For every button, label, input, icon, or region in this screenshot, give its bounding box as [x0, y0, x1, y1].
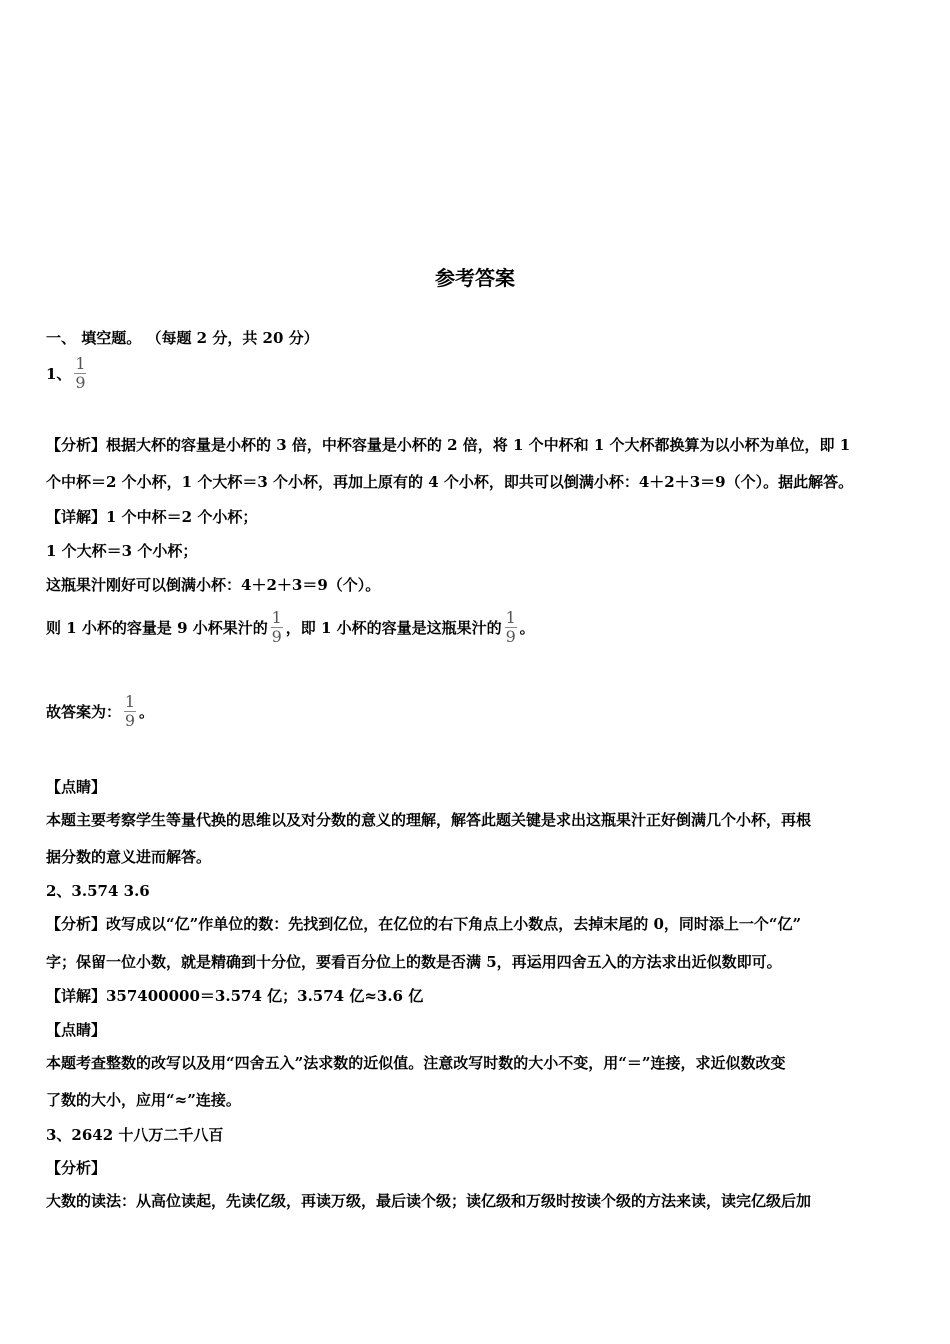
q2-point-heading: 【点睛】 [46, 1021, 107, 1039]
q2-answer-line: 2、3.574 3.6 [46, 882, 150, 900]
section-heading: 一、 填空题。 （每题 2 分，共 20 分） [46, 329, 319, 347]
q3-analysis-heading: 【分析】 [46, 1159, 107, 1177]
fraction-one-ninth: $\frac{1}{9}$ [505, 608, 516, 646]
q1-answer-line [46, 355, 89, 392]
q2-analysis-line2: 字；保留一位小数，就是精确到十分位，要看百分位上的数是否满 5，再运用四舍五入的方法求出近似数即可。 [46, 953, 782, 971]
q1-detail-line1: 【详解】1 个中杯＝2 个小杯； [46, 508, 258, 526]
q3-analysis-line1: 大数的读法：从高位读起，先读亿级，再读万级，最后读个级；读亿级和万级时按读个级的方法来读，读完亿级后加 [46, 1192, 812, 1210]
q2-point-line1: 本题考查整数的改写以及用“四舍五入”法求数的近似值。注意改写时数的大小不变，用“＝”连接，求近似数改变 [46, 1054, 786, 1072]
q2-point-line2: 了数的大小，应用“≈”连接。 [46, 1091, 241, 1109]
q3-answer-line: 3、2642 十八万二千八百 [46, 1126, 224, 1144]
q1-point-line1: 本题主要考察学生等量代换的思维以及对分数的意义的理解，解答此题关键是求出这瓶果汁正好倒满几个小杯，再根 [46, 811, 812, 829]
page-title: 参考答案 [435, 266, 515, 290]
q1-final-answer: 故答案为： $\frac{1}{9}$ 。 [46, 692, 155, 730]
q1-analysis-line1: 【分析】根据大杯的容量是小杯的 3 倍，中杯容量是小杯的 2 倍，将 1 个中杯和 1 个大杯都换算为以小杯为单位，即 1 [46, 436, 851, 454]
q1-point-heading: 【点睛】 [46, 778, 107, 796]
fraction-one-ninth: $\frac{1}{9}$ [75, 354, 86, 392]
q1-analysis-line2: 个中杯＝2 个小杯，1 个大杯＝3 个小杯，再加上原有的 4 个小杯，即共可以倒满小杯：4＋2＋3＝9（个）。据此解答。 [46, 473, 854, 491]
q1-label: 1、 [46, 365, 72, 383]
q2-analysis-line1: 【分析】改写成以“亿”作单位的数：先找到亿位，在亿位的右下角点上小数点，去掉末尾的 0，同时添上一个“亿” [46, 915, 802, 933]
q1-detail-line3: 这瓶果汁刚好可以倒满小杯：4＋2＋3＝9（个）。 [46, 576, 381, 594]
fraction-one-ninth: $\frac{1}{9}$ [271, 608, 282, 646]
q1-detail-line2: 1 个大杯＝3 个小杯； [46, 542, 198, 560]
q2-detail: 【详解】357400000＝3.574 亿；3.574 亿≈3.6 亿 [46, 987, 424, 1005]
fraction-one-ninth: $\frac{1}{9}$ [124, 692, 136, 730]
q1-detail-line4: 则 1 小杯的容量是 9 小杯果汁的 $\frac{1}{9}$ ，即 1 小杯的容量是这瓶果汁的 $\frac{1}{9}$ 。 [46, 608, 535, 646]
q1-point-line2: 据分数的意义进而解答。 [46, 848, 212, 866]
